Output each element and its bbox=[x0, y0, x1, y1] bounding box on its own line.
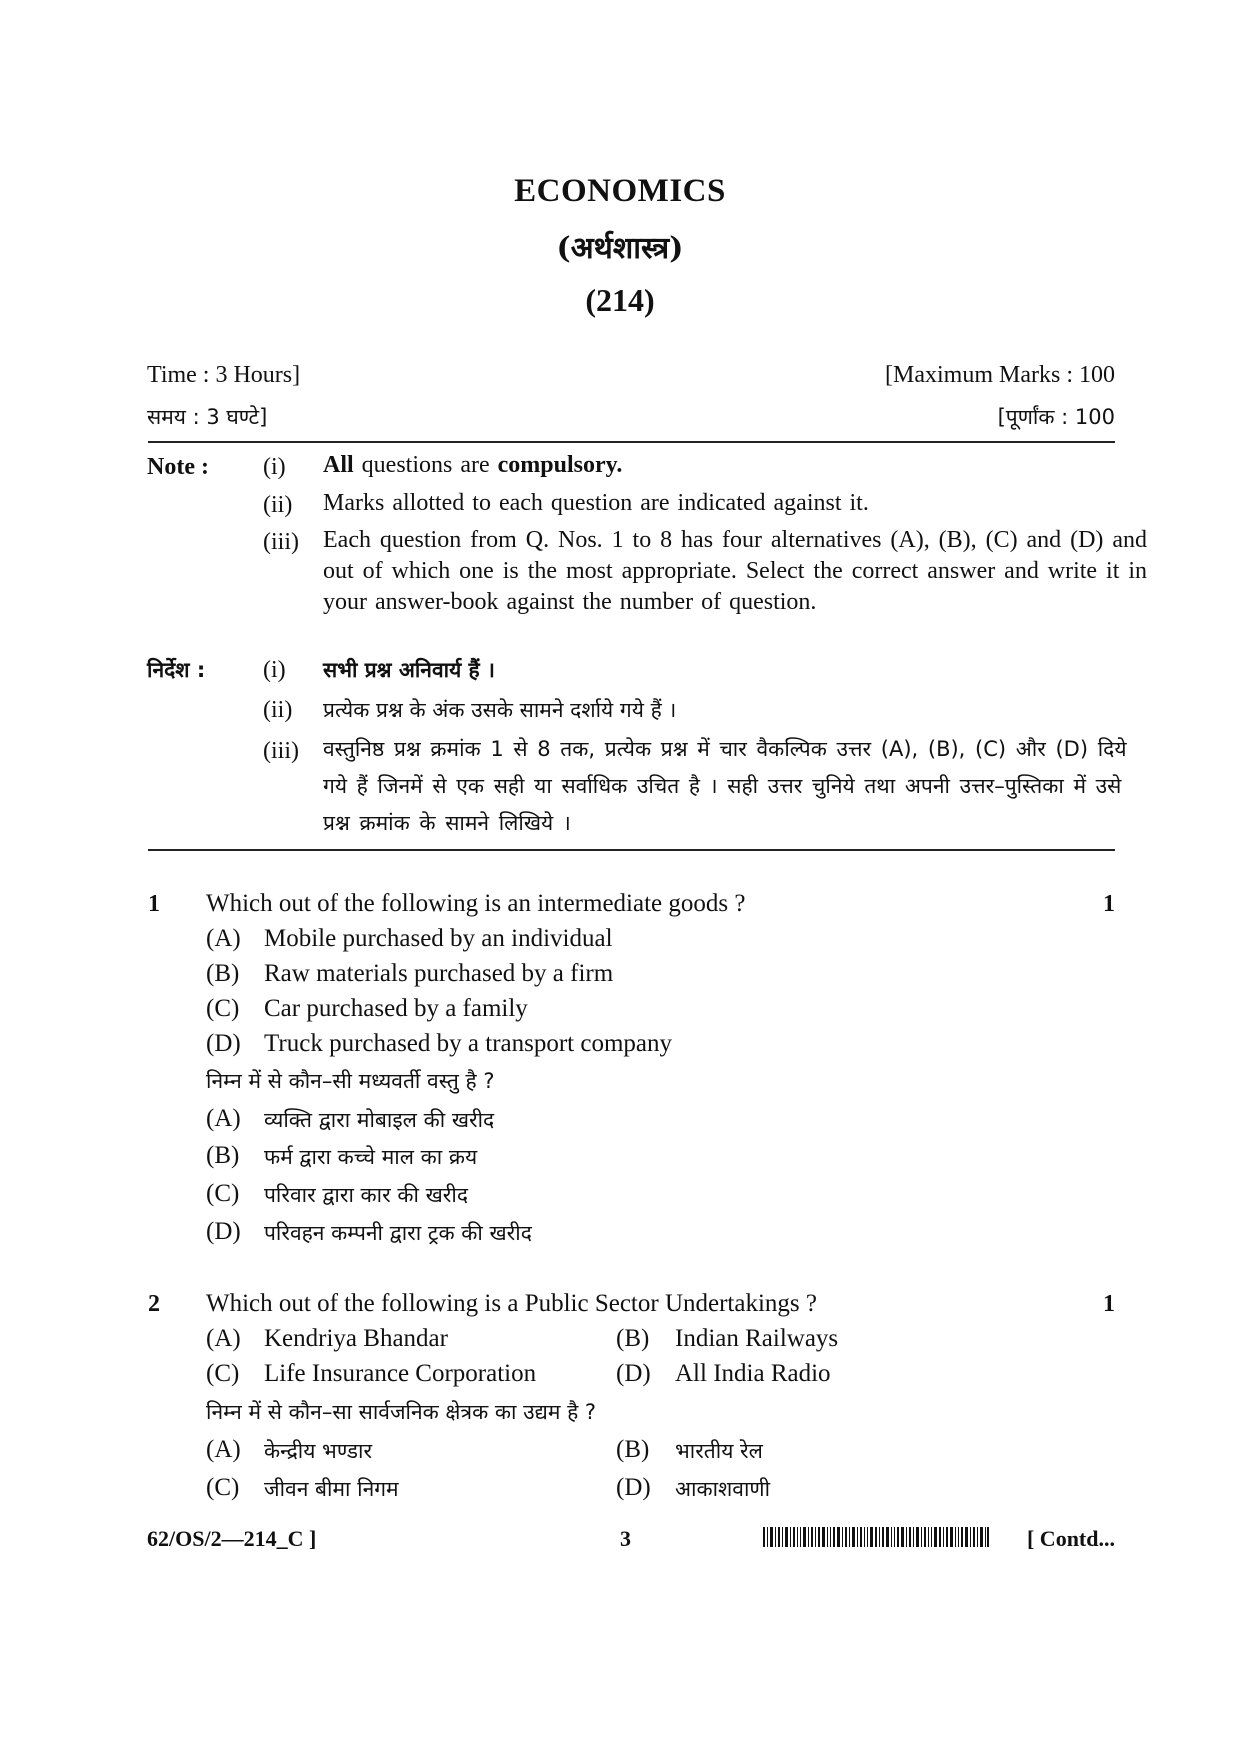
option-label: (B) bbox=[616, 1325, 650, 1352]
question-text-en: Which out of the following is an intermediate goods ? bbox=[206, 890, 746, 917]
subject-code: (214) bbox=[585, 282, 655, 318]
option-text-hi: परिवार द्वारा कार की खरीद bbox=[264, 1183, 468, 1207]
note-hi-text-3: वस्तुनिष्ठ प्रश्न क्रमांक 1 से 8 तक, प्रत्येक प्रश्न में चार वैकल्पिक उत्तर (A), (B), (C) और (D) दिये गये हैं जिनमें से एक सही या सर्वाधिक उचित है । सही उत्तर चुनिये तथा अपनी उत्तर–पुस्तिका में उसे प्रश्न क्रमांक के सामने लिखिये । bbox=[323, 737, 1127, 835]
subject-title: ECONOMICS bbox=[514, 173, 726, 209]
question-text-hi: निम्न में से कौन–सी मध्यवर्ती वस्तु है ? bbox=[206, 1069, 495, 1093]
barcode-image bbox=[763, 1527, 989, 1547]
question-marks: 1 bbox=[1103, 1291, 1115, 1317]
note-label-hindi: निर्देश : bbox=[147, 658, 206, 682]
option-text: Kendriya Bhandar bbox=[264, 1325, 448, 1352]
question-number: 1 bbox=[148, 891, 160, 917]
note-en-text-2: Marks allotted to each question are indicated against it. bbox=[323, 490, 869, 516]
divider-bottom bbox=[148, 849, 1115, 851]
question-text-hi: निम्न में से कौन–सा सार्वजनिक क्षेत्रक का उद्यम है ? bbox=[206, 1400, 597, 1424]
option-label: (D) bbox=[206, 1030, 241, 1057]
option-label: (D) bbox=[616, 1360, 651, 1387]
note-label: Note : bbox=[147, 454, 209, 480]
option-label: (A) bbox=[206, 1436, 241, 1463]
option-text: Car purchased by a family bbox=[264, 995, 528, 1022]
option-text-hi: परिवहन कम्पनी द्वारा ट्रक की खरीद bbox=[264, 1221, 532, 1245]
option-text-hi: भारतीय रेल bbox=[675, 1439, 763, 1463]
option-label: (A) bbox=[206, 925, 241, 952]
option-text-hi: व्यक्ति द्वारा मोबाइल की खरीद bbox=[264, 1108, 495, 1132]
question-marks: 1 bbox=[1103, 891, 1115, 917]
option-text: Life Insurance Corporation bbox=[264, 1360, 537, 1387]
note-en-text-3: Each question from Q. Nos. 1 to 8 has four alternatives (A), (B), (C) and (D) and out of which one is the most appropriate. Select the correct answer and write it in your answer-book against the number of question. bbox=[323, 527, 1147, 615]
option-label: (C) bbox=[206, 1474, 240, 1501]
question-text-en: Which out of the following is a Public Sector Undertakings ? bbox=[206, 1290, 817, 1317]
option-label: (C) bbox=[206, 1180, 240, 1207]
option-label: (D) bbox=[206, 1218, 241, 1245]
option-text-hi: फर्म द्वारा कच्चे माल का क्रय bbox=[264, 1145, 478, 1169]
option-label: (A) bbox=[206, 1105, 241, 1132]
option-text: Indian Railways bbox=[675, 1325, 839, 1352]
option-text-hi: आकाशवाणी bbox=[675, 1477, 771, 1501]
note-hi-text-1: सभी प्रश्न अनिवार्य हैं । bbox=[323, 658, 495, 682]
divider-top bbox=[148, 441, 1115, 443]
option-text: Truck purchased by a transport company bbox=[264, 1030, 673, 1057]
note-hi-num-1: (i) bbox=[263, 657, 286, 683]
option-label: (A) bbox=[206, 1325, 241, 1352]
option-label: (B) bbox=[206, 960, 240, 987]
option-text-hi: केन्द्रीय भण्डार bbox=[264, 1439, 373, 1463]
note-hi-num-2: (ii) bbox=[263, 697, 293, 723]
option-label: (B) bbox=[616, 1436, 650, 1463]
note-en-text-1: All questions are compulsory. bbox=[323, 452, 623, 478]
time-allowed-en: Time : 3 Hours] bbox=[147, 362, 301, 388]
option-text-hi: जीवन बीमा निगम bbox=[264, 1477, 399, 1501]
option-text: Raw materials purchased by a firm bbox=[264, 960, 614, 987]
option-label: (C) bbox=[206, 1360, 240, 1387]
max-marks-en: [Maximum Marks : 100 bbox=[885, 362, 1115, 388]
option-label: (D) bbox=[616, 1474, 651, 1501]
option-text: Mobile purchased by an individual bbox=[264, 925, 613, 952]
subject-title-hindi: (अर्थशास्त्र) bbox=[556, 231, 684, 266]
max-marks-hi: [पूर्णांक : 100 bbox=[997, 405, 1115, 429]
note-en-num-3: (iii) bbox=[263, 529, 299, 555]
paper-code: 62/OS/2—214_C ] bbox=[147, 1526, 317, 1551]
option-label: (C) bbox=[206, 995, 240, 1022]
page-number: 3 bbox=[620, 1526, 631, 1551]
note-en-num-2: (ii) bbox=[263, 492, 293, 518]
note-en-num-1: (i) bbox=[263, 454, 286, 480]
continued-label: [ Contd... bbox=[1026, 1526, 1115, 1551]
note-hi-num-3: (iii) bbox=[263, 738, 299, 764]
time-allowed-hi: समय : 3 घण्टे] bbox=[147, 405, 268, 429]
note-hi-text-2: प्रत्येक प्रश्न के अंक उसके सामने दर्शाये गये हैं । bbox=[323, 698, 677, 722]
option-text: All India Radio bbox=[675, 1360, 831, 1387]
question-number: 2 bbox=[148, 1291, 160, 1317]
option-label: (B) bbox=[206, 1142, 240, 1169]
